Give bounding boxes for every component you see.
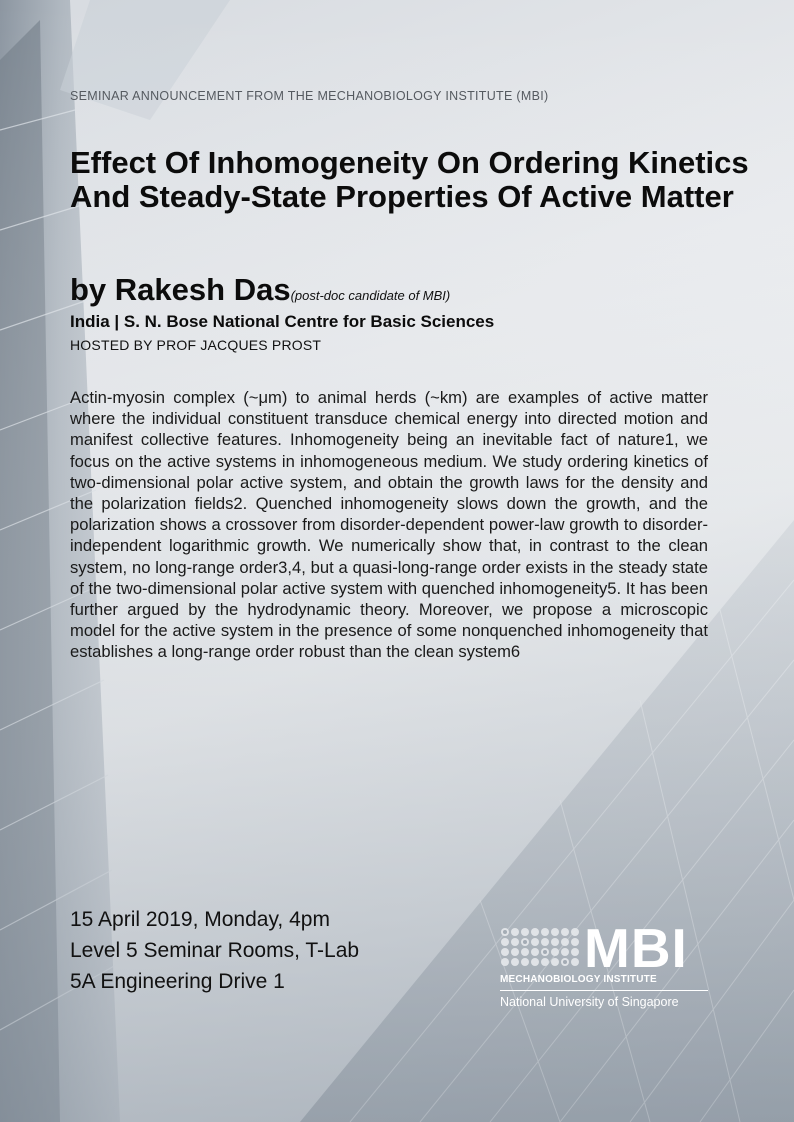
- logo-divider: [500, 990, 708, 991]
- host-line: HOSTED BY PROF JACQUES PROST: [70, 337, 322, 353]
- seminar-title: Effect Of Inhomogeneity On Ordering Kinetics And Steady-State Properties Of Active Matter: [70, 145, 749, 214]
- announcement-header: SEMINAR ANNOUNCEMENT FROM THE MECHANOBIOLOGY INSTITUTE (MBI): [70, 89, 549, 103]
- event-datetime: 15 April 2019, Monday, 4pm: [70, 908, 330, 931]
- event-address: 5A Engineering Drive 1: [70, 970, 285, 993]
- logo-acronym: MBI: [584, 917, 688, 979]
- event-details: [70, 904, 490, 997]
- speaker-note: (post-doc candidate of MBI): [290, 288, 451, 303]
- speaker-name: by Rakesh Das: [70, 272, 291, 307]
- logo-institute-name: MECHANOBIOLOGY INSTITUTE: [500, 974, 657, 985]
- event-room: Level 5 Seminar Rooms, T-Lab: [70, 939, 360, 962]
- mbi-logo: [500, 917, 715, 1022]
- logo-university: National University of Singapore: [500, 995, 679, 1009]
- abstract-text: Actin-myosin complex (~μm) to animal herds (~km) are examples of active matter where the individual constituent transduce chemical energy into directed motion and manifest collective features. Inhomogeneity being an inevitable fact of nature1, we focus on the active systems in inhomogeneous medium. We study ordering kinetics of two-dimensional polar active system, and obtain the growth laws for the density and the polarization fields2. Quenched inhomogeneity slows down the growth, and the polarization shows a crossover from disorder-dependent power-law growth to disorder-independent logarithmic growth. We numerically show that, in contrast to the clean system, no long-range order3,4, but a quasi-long-range order exists in the steady state of the two-dimensional polar active system with quenched inhomogeneity5. It has been further argued by the hydrodynamic theory. Moreover, we propose a microscopic model for the active system in the presence of some nonquenched inhomogeneity that establishes a long-range order robust than the clean system6: [70, 388, 708, 662]
- speaker-line: [70, 272, 750, 308]
- speaker-affiliation: India | S. N. Bose National Centre for Basic Sciences: [70, 312, 495, 331]
- logo-dots-icon: [500, 926, 584, 970]
